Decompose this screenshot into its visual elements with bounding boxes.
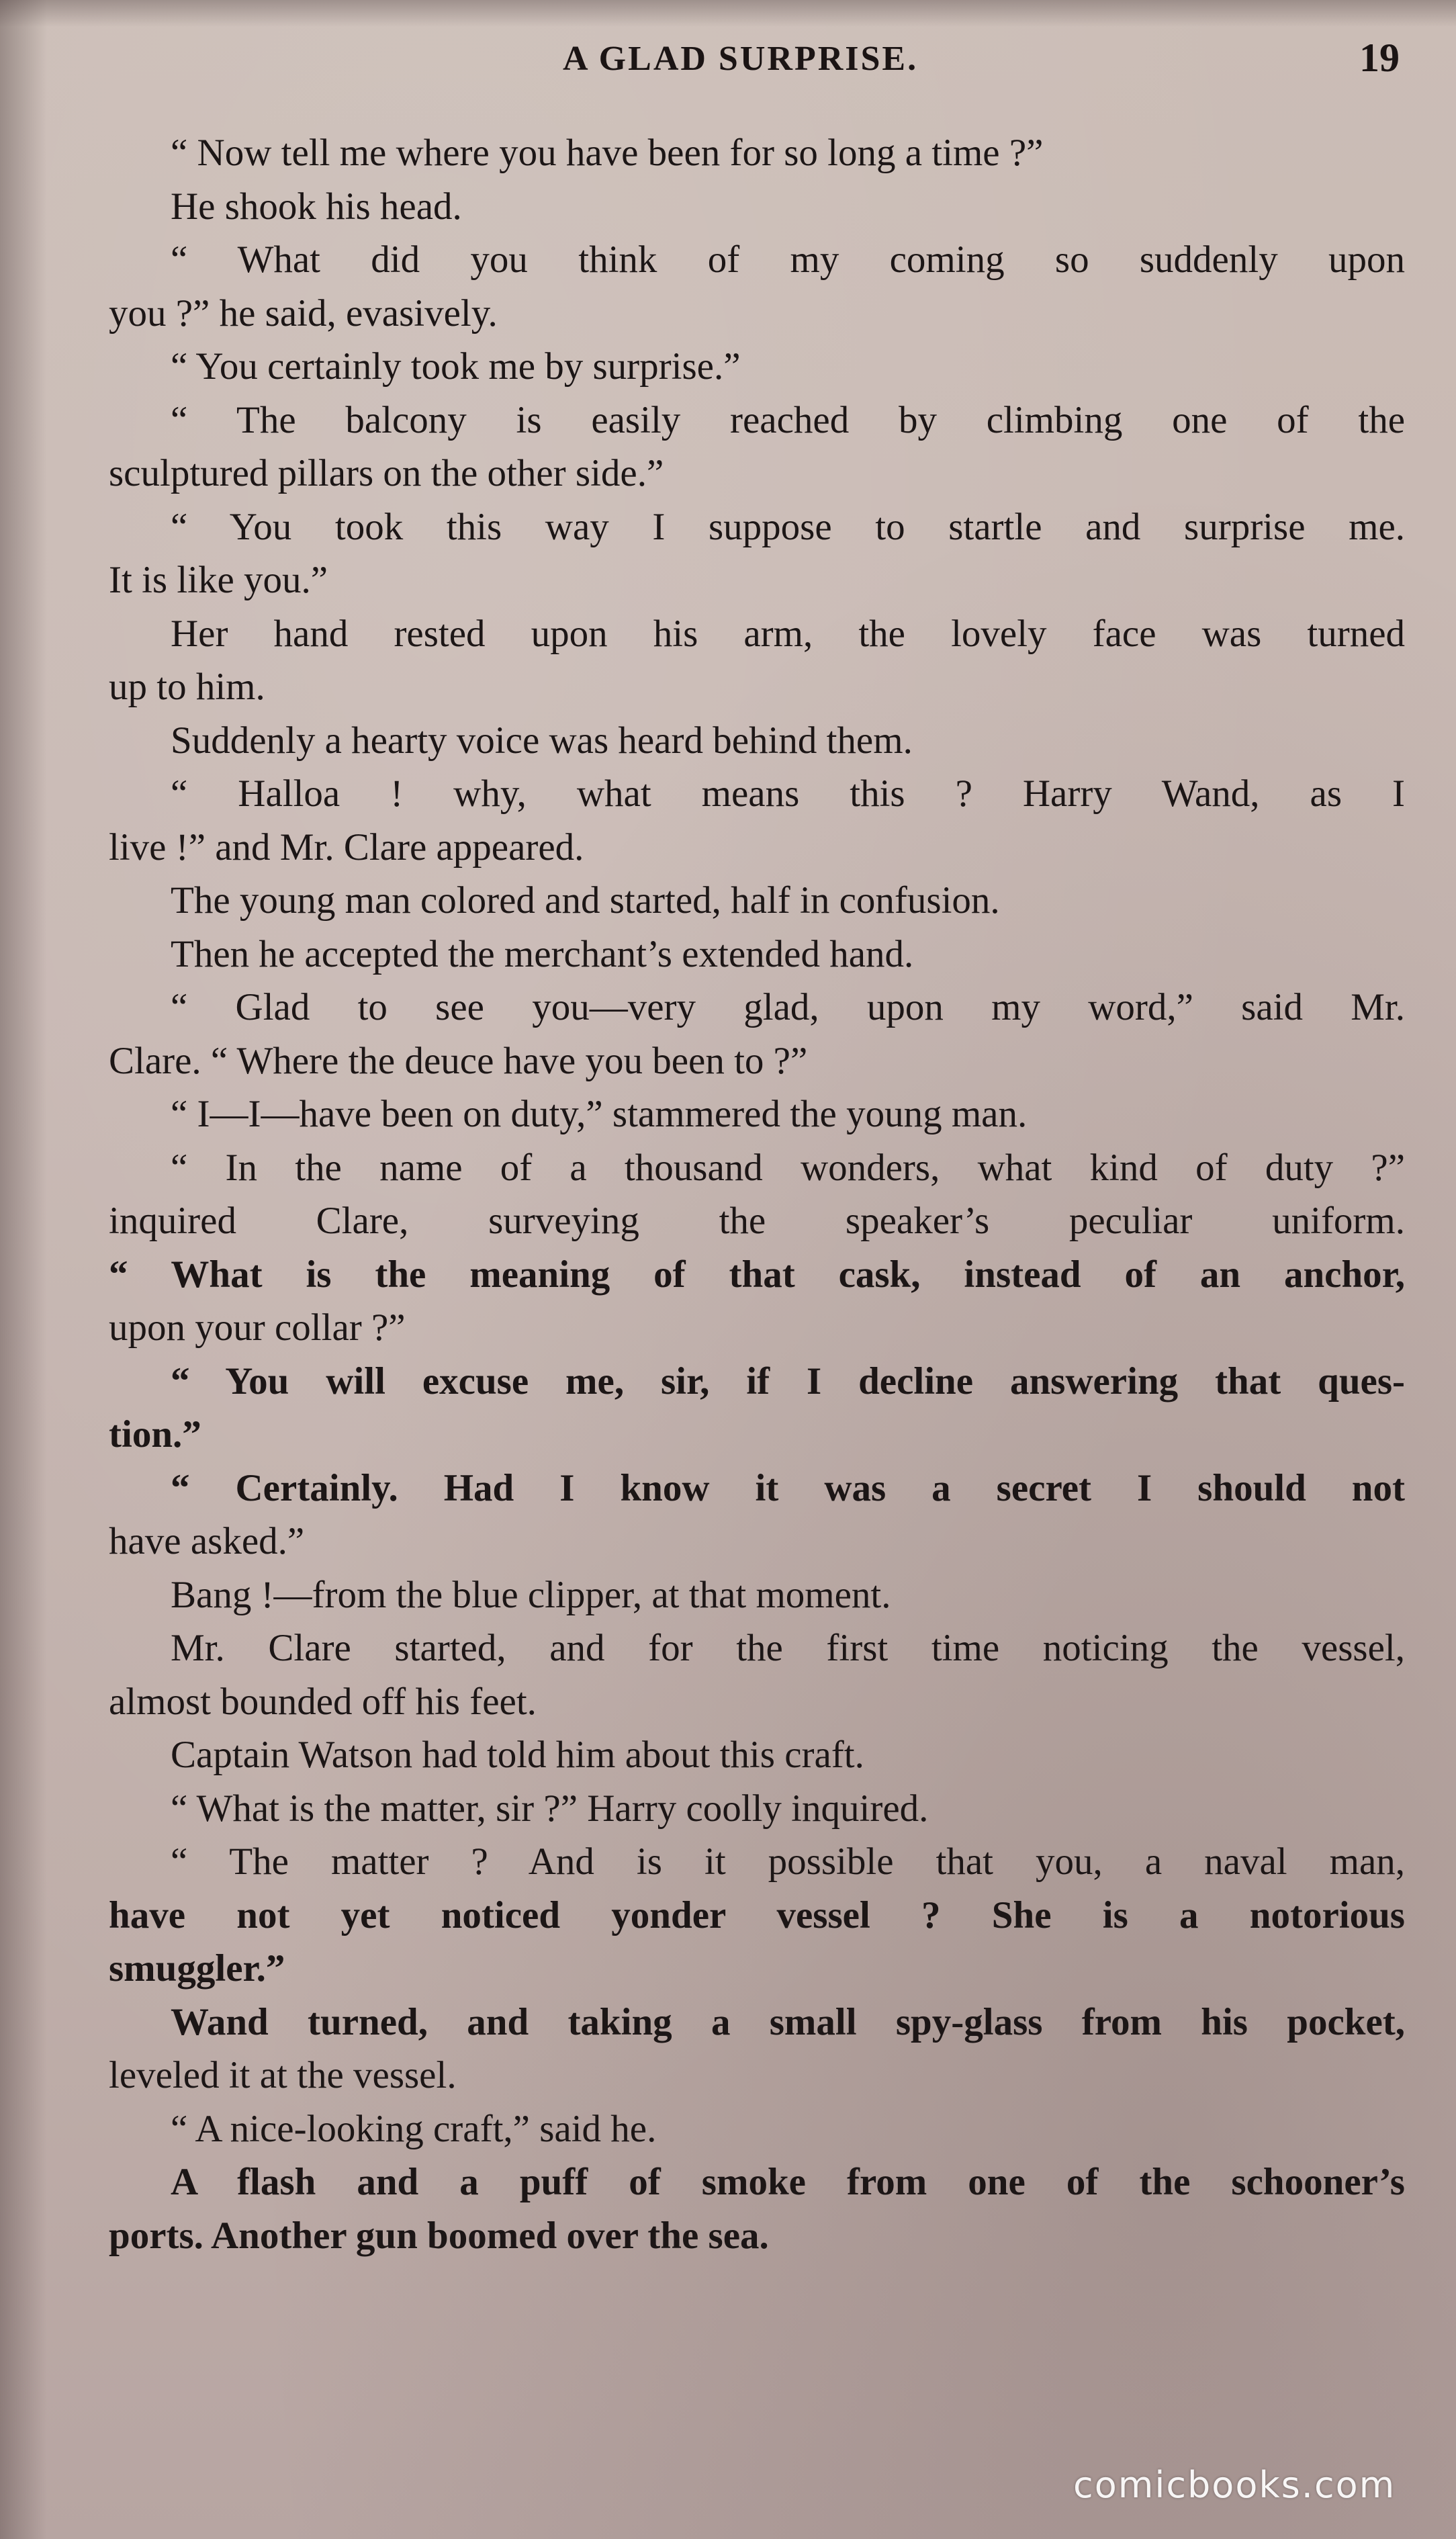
text-line: “ Certainly. Had I know it was a secret I should not [171, 1466, 1405, 1509]
body-text [109, 126, 1405, 2262]
text-line: have not yet noticed yonder vessel ? She is a notorious [109, 1894, 1405, 1936]
text-line: “ In the name of a thousand wonders, what kind of duty ?” [171, 1146, 1405, 1189]
text-line: ports. Another gun boomed over the sea. [109, 2214, 769, 2257]
text-line: “ The matter ? And is it possible that you, a naval man, [171, 1840, 1405, 1883]
text-line: have asked.” [109, 1520, 305, 1562]
text-line: Her hand rested upon his arm, the lovely face was turned [171, 612, 1405, 655]
text-line: He shook his head. [171, 185, 462, 228]
text-line: “ Halloa ! why, what means this ? Harry Wand, as I [171, 772, 1405, 815]
page-number: 19 [1359, 36, 1400, 80]
text-line: Captain Watson had told him about this craft. [171, 1734, 864, 1776]
text-line: leveled it at the vessel. [109, 2054, 457, 2096]
text-line: It is like you.” [109, 559, 328, 601]
text-line: Suddenly a hearty voice was heard behind them. [171, 719, 913, 762]
text-line: you ?” he said, evasively. [109, 292, 498, 335]
text-line: “ What is the matter, sir ?” Harry coolly inquired. [171, 1787, 929, 1830]
text-line: Wand turned, and taking a small spy-glass from his pocket, [171, 2000, 1405, 2043]
text-line: “ You took this way I suppose to startle and surprise me. [171, 505, 1405, 548]
text-line: up to him. [109, 666, 265, 708]
page-edge-shadow-left [0, 0, 47, 2539]
text-line: smuggler.” [109, 1947, 285, 1990]
text-line: “ I—I—have been on duty,” stammered the young man. [171, 1093, 1028, 1135]
text-line: “ You will excuse me, sir, if I decline answering that ques- [171, 1360, 1405, 1402]
text-line: sculptured pillars on the other side.” [109, 452, 664, 494]
text-line: “ Now tell me where you have been for so long a time ?” [171, 132, 1044, 174]
text-line: “ The balcony is easily reached by climbing one of the [171, 398, 1405, 441]
text-line: almost bounded off his feet. [109, 1680, 537, 1723]
page-edge-shadow-top [0, 0, 1456, 27]
text-line: inquired Clare, surveying the speaker’s peculiar uniform. [109, 1200, 1405, 1242]
text-line: The young man colored and started, half in confusion. [171, 879, 1000, 922]
text-line: “ You certainly took me by surprise.” [171, 345, 741, 388]
text-line: A flash and a puff of smoke from one of the schooner’s [171, 2161, 1405, 2203]
text-line: “ Glad to see you—very glad, upon my word,” said Mr. [171, 986, 1405, 1028]
text-line: Clare. “ Where the deuce have you been to ?” [109, 1039, 808, 1082]
text-line: tion.” [109, 1413, 201, 1456]
text-line: Then he accepted the merchant’s extended hand. [171, 932, 914, 975]
text-line: “ What did you think of my coming so suddenly upon [171, 238, 1405, 281]
text-line: “ What is the meaning of that cask, instead of an anchor, [109, 1253, 1405, 1296]
text-line: upon your collar ?” [109, 1306, 406, 1349]
text-line: Bang !—from the blue clipper, at that moment. [171, 1573, 891, 1616]
running-head: A GLAD SURPRISE. [563, 40, 919, 78]
watermark: comicbooks.com [1073, 2464, 1396, 2506]
text-line: Mr. Clare started, and for the first time noticing the vessel, [171, 1627, 1405, 1669]
text-line: “ A nice-looking craft,” said he. [171, 2107, 657, 2150]
text-line: live !” and Mr. Clare appeared. [109, 826, 584, 868]
